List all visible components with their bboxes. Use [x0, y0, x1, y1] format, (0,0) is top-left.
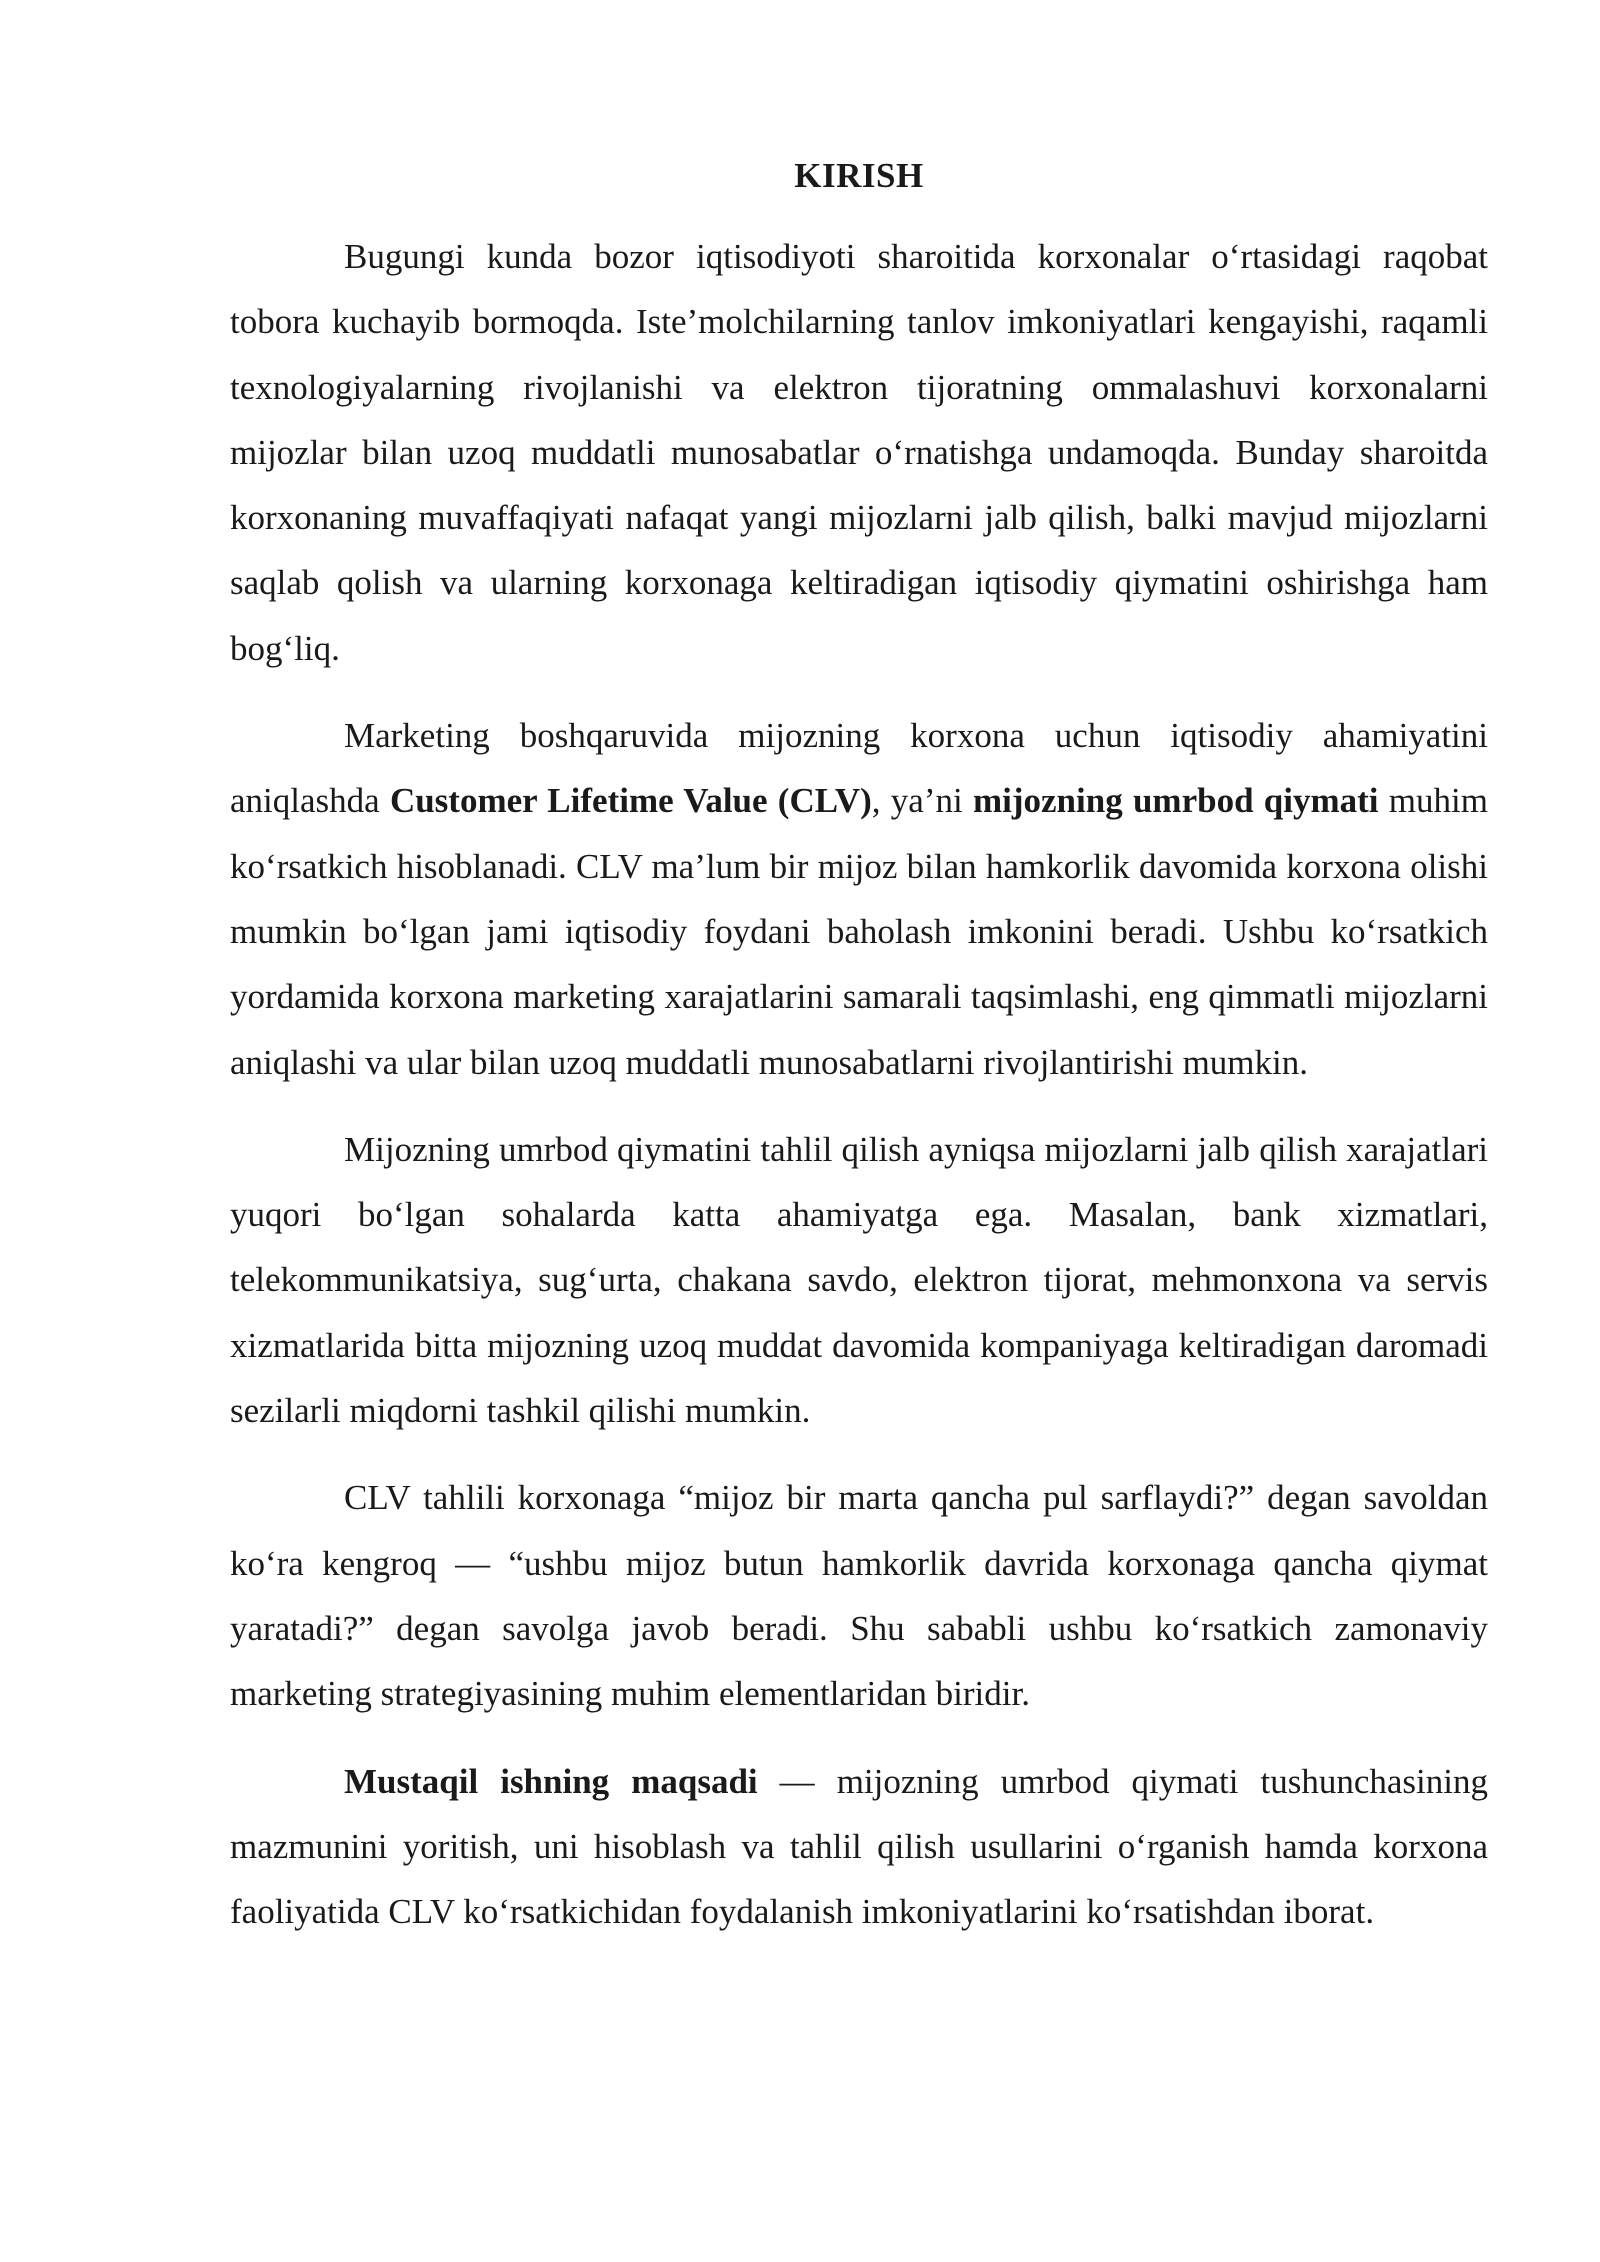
paragraph-clv-definition — [230, 703, 1488, 1095]
paragraph-goal — [230, 1749, 1488, 1945]
paragraph-industries — [230, 1117, 1488, 1443]
bold-term-goal: Mustaqil ishning maqsadi — [344, 1761, 758, 1801]
document-page — [230, 146, 1488, 1966]
paragraph-text: muhim ko‘rsatkich hisoblanadi. CLV ma’lum bir mijoz bilan hamkorlik davomida korxona olishi mumkin bo‘lgan jami iqtisodiy foydani baholash imkonini beradi. Ushbu ko‘rsatkich yordamida korxona marketing xarajatlarini samarali taqsimlashi, eng qimmatli mijozlarni aniqlashi va ular bilan uzoq muddatli munosabatlarni rivojlantirishi mumkin. — [230, 781, 1488, 1082]
bold-term-umrbod-qiymati: mijozning umrbod qiymati — [972, 781, 1379, 821]
page-title: KIRISH — [794, 156, 924, 195]
paragraph-text: , ya’ni — [871, 781, 973, 821]
paragraph-introduction — [230, 224, 1488, 681]
paragraph-text: — mijozning umrbod qiymati tushunchasining mazmunini yoritish, uni hisoblash va tahlil qilish usullarini o‘rganish hamda korxona faoliyatida CLV ko‘rsatkichidan foydalanish imkoniyatlarini ko‘rsatishdan iborat. — [230, 1761, 1488, 1932]
paragraph-clv-question — [230, 1465, 1488, 1726]
paragraph-text: Mijozning umrbod qiymatini tahlil qilish ayniqsa mijozlarni jalb qilish xarajatlari yuqori bo‘lgan sohalarda katta ahamiyatga ega. Masalan, bank xizmatlari, telekommunikatsiya, sug‘urta, chakana savdo, elektron tijorat, mehmonxona va servis xizmatlarida bitta mijozning uzoq muddat davomida kompaniyaga keltiradigan daromadi sezilarli miqdorni tashkil qilishi mumkin. — [230, 1129, 1488, 1431]
paragraph-text: Bugungi kunda bozor iqtisodiyoti sharoitida korxonalar o‘rtasidagi raqobat tobora kuchayib bormoqda. Iste’molchilarning tanlov imkoniyatlari kengayishi, raqamli texnologiyalarning rivojlanishi va elektron tijoratning ommalashuvi korxonalarni mijozlar bilan uzoq muddatli munosabatlar o‘rnatishga undamoqda. Bunday sharoitda korxonaning muvaffaqiyati nafaqat yangi mijozlarni jalb qilish, balki mavjud mijozlarni saqlab qolish va ularning korxonaga keltiradigan iqtisodiy qiymatini oshirishga ham bog‘liq. — [230, 237, 1488, 668]
bold-term-clv: Customer Lifetime Value (CLV) — [389, 781, 872, 821]
paragraph-text: Marketing boshqaruvida mijozning korxona uchun iqtisodiy ahamiyatini aniqlashda — [230, 716, 1488, 821]
paragraph-text: CLV tahlili korxonaga “mijoz bir marta qancha pul sarflaydi?” degan savoldan ko‘ra kengroq — “ushbu mijoz butun hamkorlik davrida korxonaga qancha qiymat yaratadi?” degan savolga javob beradi. Shu sababli ushbu ko‘rsatkich zamonaviy marketing strategiyasining muhim elementlaridan biridir. — [230, 1478, 1488, 1714]
